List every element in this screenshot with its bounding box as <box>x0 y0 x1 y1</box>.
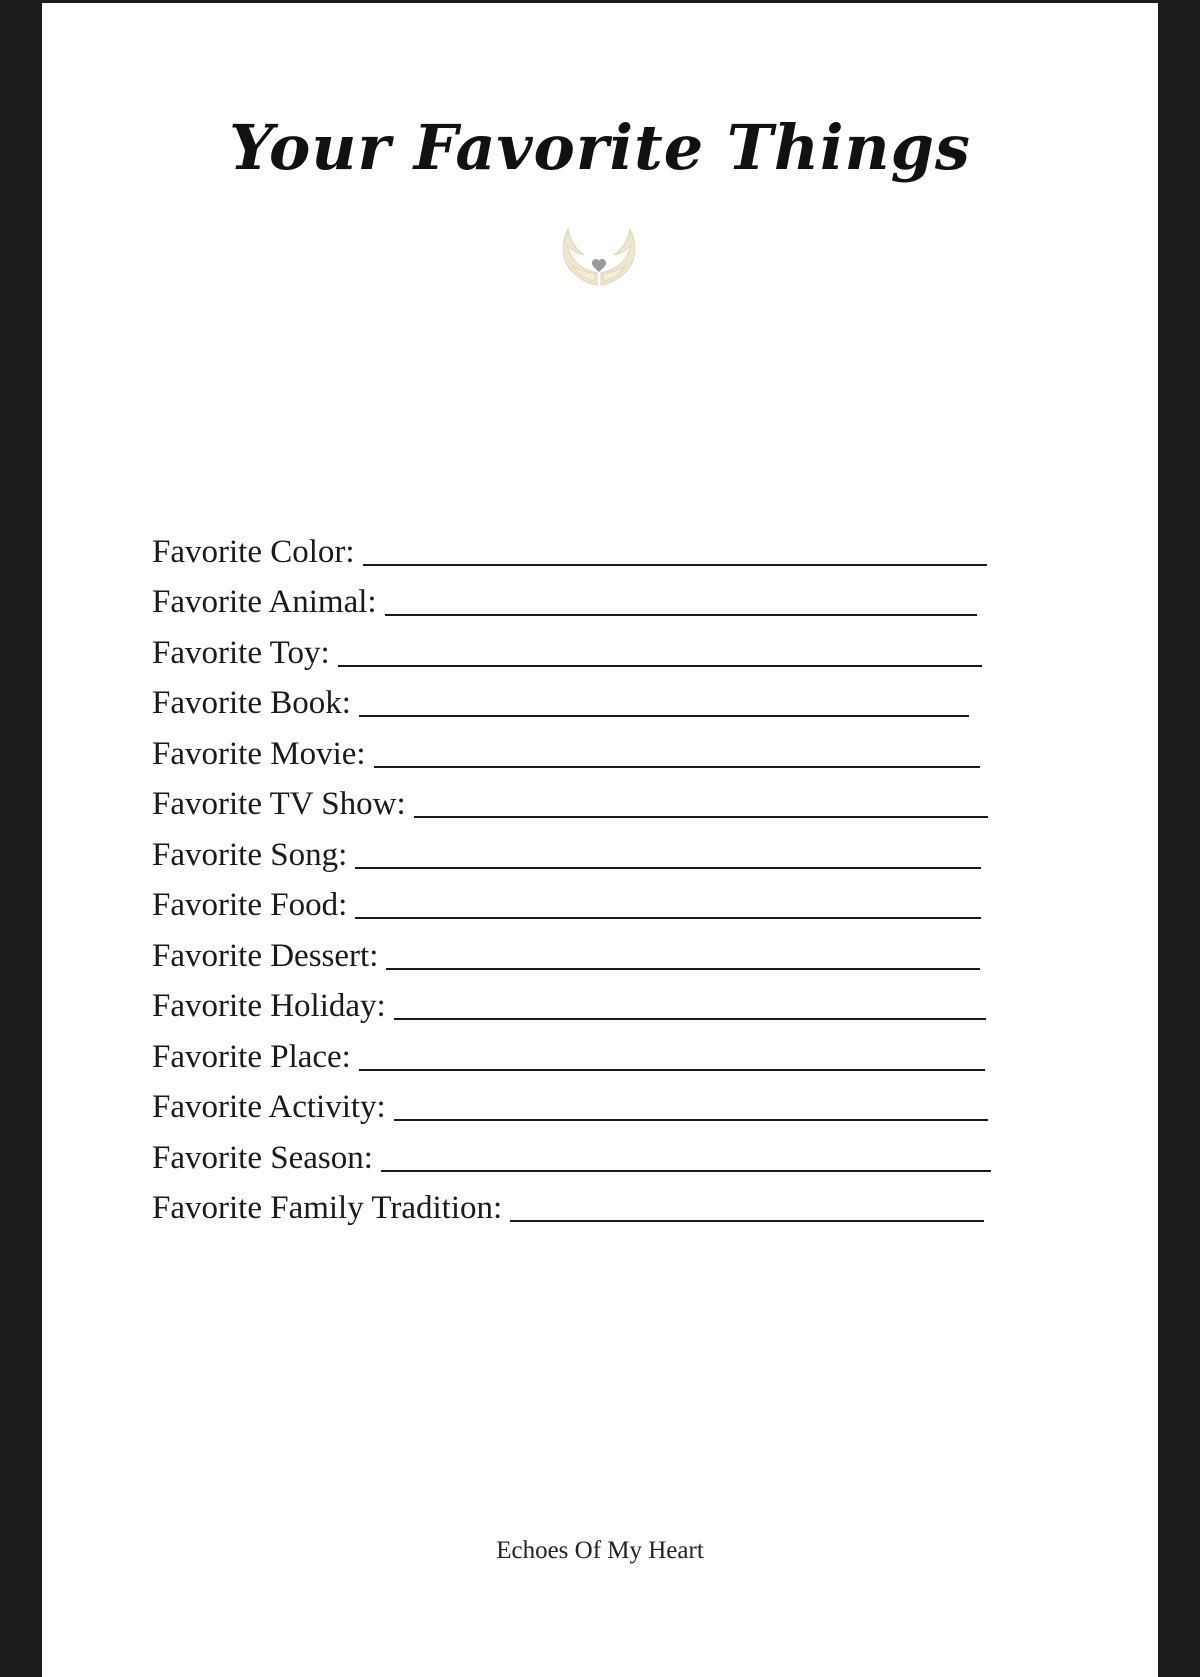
angel-wings-heart-icon <box>554 223 644 299</box>
page-title: Your Favorite Things <box>229 111 971 184</box>
field-row <box>152 1124 1087 1175</box>
blank-answer-line[interactable] <box>381 1170 991 1172</box>
blank-answer-line[interactable] <box>359 1069 985 1071</box>
footer-brand: Echoes Of My Heart <box>496 1537 704 1564</box>
blank-answer-line[interactable] <box>510 1220 984 1222</box>
field-label: Favorite Book: <box>152 685 351 721</box>
field-row <box>152 670 1087 721</box>
field-label: Favorite TV Show: <box>152 786 406 822</box>
blank-answer-line[interactable] <box>394 1119 988 1121</box>
field-label: Favorite Place: <box>152 1038 351 1075</box>
blank-answer-line[interactable] <box>386 968 980 970</box>
field-row <box>152 1175 1087 1226</box>
blank-answer-line[interactable] <box>363 564 987 566</box>
field-label: Favorite Season: <box>152 1139 373 1176</box>
field-label: Favorite Movie: <box>152 735 366 772</box>
field-row <box>152 619 1087 670</box>
field-label: Favorite Holiday: <box>152 988 386 1024</box>
blank-answer-line[interactable] <box>355 867 981 869</box>
field-row <box>152 922 1087 973</box>
field-label: Favorite Animal: <box>152 584 377 620</box>
field-row <box>152 1074 1087 1125</box>
field-row <box>152 720 1087 771</box>
field-row <box>152 569 1087 620</box>
blank-answer-line[interactable] <box>338 665 982 667</box>
field-label: Favorite Color: <box>152 533 355 570</box>
field-label: Favorite Toy: <box>152 634 330 671</box>
field-row <box>152 518 1087 569</box>
favorites-list <box>152 518 1087 1225</box>
blank-answer-line[interactable] <box>394 1018 986 1020</box>
blank-answer-line[interactable] <box>359 715 969 717</box>
blank-answer-line[interactable] <box>355 917 981 919</box>
field-row <box>152 872 1087 923</box>
field-label: Favorite Dessert: <box>152 937 379 974</box>
field-row <box>152 821 1087 872</box>
field-row <box>152 1023 1087 1074</box>
blank-answer-line[interactable] <box>374 766 980 768</box>
field-row <box>152 771 1087 822</box>
field-label: Favorite Family Tradition: <box>152 1190 503 1226</box>
worksheet-page <box>42 3 1158 1677</box>
field-label: Favorite Food: <box>152 887 348 923</box>
field-row <box>152 973 1087 1024</box>
blank-answer-line[interactable] <box>385 614 977 616</box>
field-label: Favorite Song: <box>152 836 348 873</box>
blank-answer-line[interactable] <box>414 816 988 818</box>
field-label: Favorite Activity: <box>152 1089 386 1125</box>
